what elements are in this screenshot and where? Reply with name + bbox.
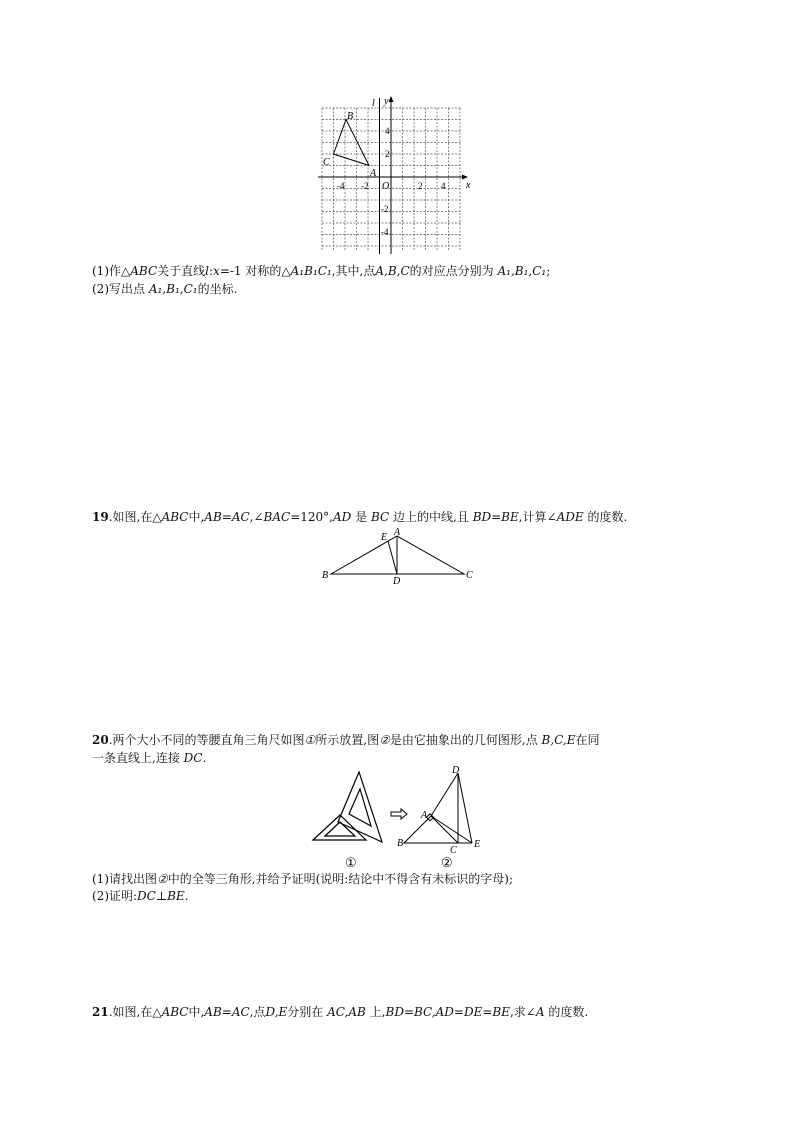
math-points: A,B,C [375,264,410,278]
math-a1b1c1: A₁B₁C₁ [290,264,332,278]
point-a-label: A [370,168,377,179]
set-square-large [338,772,382,842]
y-tick-label: 2 [385,149,390,159]
math: BAC [263,510,291,524]
math: ADE [556,510,584,524]
math: D,E [265,1005,288,1019]
y-axis-arrow-icon [389,96,394,102]
math: BD=BE [472,510,519,524]
text: (2)证明: [92,889,138,903]
math: B,C,E [541,733,576,747]
math: DC [183,751,203,765]
question-number: 20 [92,733,109,747]
text: . [202,751,207,765]
q18-part1 [92,263,550,279]
point-c-label: C [323,157,330,168]
text: : [208,264,214,278]
q20-text-line2 [92,750,206,766]
math: BD=BC,AD=DE=BE [385,1005,510,1019]
text: 中, [188,1005,205,1019]
text: 是由它抽象出的几何图形,点 [389,733,538,747]
text: ,计算∠ [518,510,557,524]
point-a-label: A [421,810,428,821]
math-points: A₁,B₁,C₁ [497,264,547,278]
math: DC⊥BE [137,889,185,903]
text: 的度数. [587,510,628,524]
math: AC,AB [327,1005,366,1019]
text: 中的全等三角形,并给予证明(说明:结论中不得含有未标识的字母); [167,872,514,886]
arrow-right-icon [391,809,407,819]
math: AB=AC [204,510,250,524]
x-axis-label: x [466,180,471,191]
math: AB=AC [204,1005,250,1019]
text: (1)请找出图 [92,872,157,886]
point-d-label: D [393,576,401,587]
text: 一条直线上,连接 [92,751,180,765]
text: . [184,889,189,903]
math: BC [370,510,390,524]
y-tick-label: -4 [381,227,389,237]
x-tick-label: -2 [361,181,369,191]
math-points: A₁,B₁,C₁ [148,282,198,296]
math: ABC [161,510,189,524]
question-number: 21 [92,1005,109,1019]
q20-text-line1 [92,732,600,748]
circled-number: ② [157,872,168,886]
text: 的对应点分别为 [409,264,494,278]
text: 中, [188,510,205,524]
text: =-1 对称的△ [219,264,291,278]
point-c-label: C [466,570,473,581]
circled-number: ② [379,733,390,747]
q20-part1 [92,871,513,887]
text: ,∠ [249,510,264,524]
x-tick-label: -4 [337,181,345,191]
grid-lines [322,108,462,250]
question-number: 19 [92,510,109,524]
math: AD [333,510,352,524]
text: (2)写出点 [92,282,145,296]
point-b-label: B [322,570,329,581]
point-c-label: C [450,845,457,856]
geometry-figure-2 [404,773,472,843]
text: ,其中,点 [331,264,376,278]
q19-figure [316,522,480,588]
point-b-label: B [397,838,404,849]
text: 所示放置,图 [315,733,380,747]
text: ,点 [249,1005,266,1019]
point-d-label: D [452,765,460,776]
math-abc: ABC [130,264,158,278]
line-l-label: l [372,98,375,109]
x-axis-arrow-icon [462,175,468,180]
text: 的度数. [548,1005,589,1019]
figure-caption-1: ① [345,855,357,870]
math-x: x [213,264,220,278]
x-tick-label: 4 [441,181,446,191]
text: 的坐标. [197,282,238,296]
text: ; [546,264,551,278]
math: ABC [161,1005,189,1019]
text: ,求∠ [509,1005,536,1019]
text: 在同 [575,733,600,747]
q21-text [92,1004,588,1020]
point-e-label: E [474,839,481,850]
coordinate-grid-figure [316,94,476,254]
text: 上, [369,1005,386,1019]
text: .如图,在△ [108,510,162,524]
point-e-label: E [381,532,388,543]
text: .两个大小不同的等腰直角三角尺如图 [108,733,305,747]
y-axis-label: y [384,96,389,107]
segment-de [388,541,397,574]
q20-figure [308,762,488,870]
text: 是 [355,510,368,524]
q18-part2 [92,281,237,297]
figure-caption-2: ② [441,855,453,870]
math-l: l [205,264,209,278]
text: 分别在 [287,1005,324,1019]
x-tick-label: 2 [418,181,423,191]
y-tick-label: 4 [385,126,390,136]
text: .如图,在△ [108,1005,162,1019]
q20-part2 [92,888,189,904]
text: =120°, [290,510,333,524]
text: (1)作△ [92,264,131,278]
origin-label: O [382,181,390,192]
point-b-label: B [347,111,354,122]
circled-number: ① [304,733,316,747]
text: 关于直线 [157,264,206,278]
point-a-label: A [394,527,401,538]
y-tick-label: -2 [381,204,389,214]
text: 边上的中线,且 [393,510,469,524]
math: A [535,1005,545,1019]
